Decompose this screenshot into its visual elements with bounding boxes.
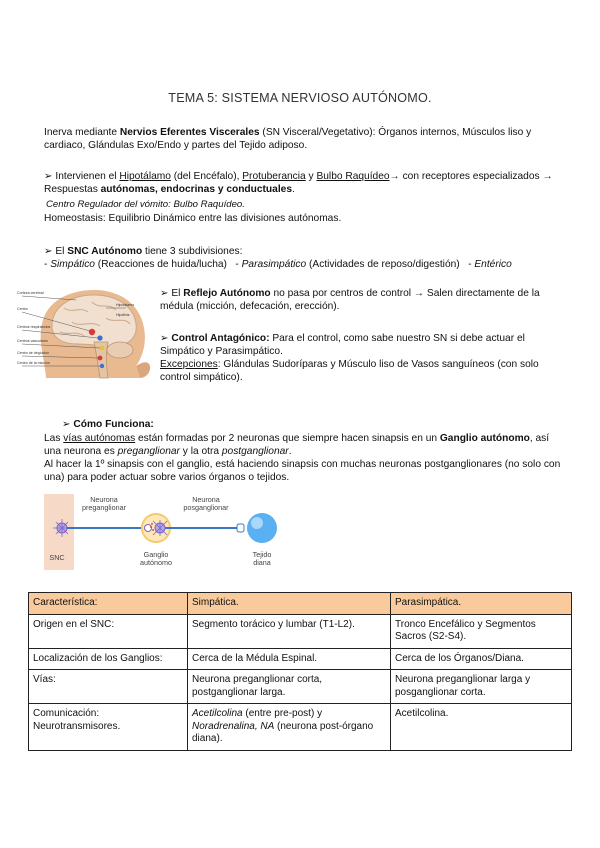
table-row [29, 648, 572, 670]
brain-label: Centros vasculares [17, 339, 48, 343]
table-cell: Acetilcolina. [391, 704, 572, 751]
brain-label: Centro de la micción [17, 361, 50, 365]
intro-paragraph: Inerva mediante Nervios Eferentes Viscerales (SN Visceral/Vegetativo): Órganos internos, Músculos liso y cardiaco, Glándulas Exo/Endo y partes del Tejido adiposo. [44, 127, 532, 151]
tissue-label: diana [253, 558, 271, 567]
table-cell: Neurona preganglionar larga y posganglionar corta. [391, 670, 572, 704]
table-header-cell: Característica: [29, 593, 188, 615]
table-header-cell: Parasimpática. [391, 593, 572, 615]
ganglion-label: Ganglio [143, 550, 169, 559]
section-structures: ➢ Intervienen el Hipotálamo (del Encéfalo), Protuberancia y Bulbo Raquídeo→ con receptores especializados → Respuestas autónomas, endocrinas y conductuales. [44, 171, 553, 195]
autonomic-ganglion [142, 514, 240, 542]
brain-label: Centro [17, 307, 28, 311]
page-title: TEMA 5: SISTEMA NERVIOSO AUTÓNOMO. [168, 91, 432, 105]
bullet-arrow-icon: ➢ [44, 171, 53, 182]
vomit-center-note: Centro Regulador del vómito: Bulbo Raquídeo. [46, 199, 245, 210]
brain-label: Hipotálamo [116, 303, 135, 307]
table-cell: Localización de los Ganglios: [29, 648, 188, 670]
table-cell: Vías: [29, 670, 188, 704]
brain-label: Centros respiratorios [17, 325, 51, 329]
ganglion-label: autónomo [140, 558, 172, 567]
snc-autonomo-line: ➢ El SNC Autónomo tiene 3 subdivisiones: [44, 246, 243, 257]
preganglionic-label: preganglionar [82, 503, 126, 512]
brain-illustration [16, 286, 154, 379]
homeostasis-line: Homeostasis: Equilibrio Dinámico entre las divisiones autónomas. [44, 213, 342, 224]
postganglionic-label: Neurona [192, 495, 220, 504]
target-tissue [237, 513, 277, 543]
tissue-label: Tejido [252, 550, 272, 559]
table-row [29, 704, 572, 751]
brain-label: Corteza cerebral [17, 291, 44, 295]
table-cell: Segmento torácico y lumbar (T1-L2). [188, 614, 391, 648]
table-header-cell: Simpática. [188, 593, 391, 615]
bullet-arrow-icon: ➢ [44, 246, 53, 257]
table-header-row [29, 593, 572, 615]
preganglionic-label: Neurona [90, 495, 118, 504]
table-cell: Acetilcolina (entre pre-post) y Noradrenalina, NA (neurona post-órgano diana). [188, 704, 391, 751]
snc-label: SNC [49, 553, 65, 562]
control-paragraph: ➢ Control Antagónico: Para el control, como sabe nuestro SN si debe actuar el Simpático y Parasimpático. Excepciones: Glándulas Sudoríparas y Músculo liso de Vasos sanguíneos (con solo control simpático). [160, 333, 539, 383]
table-cell: Origen en el SNC: [29, 614, 188, 648]
table-cell: Cerca de los Órganos/Diana. [391, 648, 572, 670]
table-cell: Tronco Encefálico y Segmentos Sacros (S2-S4). [391, 614, 572, 648]
brain-label: Hipófisis [116, 313, 130, 317]
table-cell: Cerca de la Médula Espinal. [188, 648, 391, 670]
bullet-arrow-icon: ➢ [62, 419, 71, 430]
table-cell: Comunicación: Neurotransmisores. [29, 704, 188, 751]
table-row [29, 614, 572, 648]
postganglionic-label: posganglionar [183, 503, 229, 512]
bullet-arrow-icon: ➢ [160, 333, 169, 344]
como-funciona-heading: ➢ Cómo Funciona: [62, 419, 154, 430]
reflejo-paragraph: ➢ El Reflejo Autónomo no pasa por centros de control → Salen directamente de la médula (micción, defecación, erección). [160, 288, 540, 312]
comparison-table [28, 592, 572, 751]
neuron-pathway-diagram [44, 494, 294, 570]
bullet-arrow-icon: ➢ [160, 288, 169, 299]
table-cell: Neurona preganglionar corta, postganglionar larga. [188, 670, 391, 704]
table-row [29, 670, 572, 704]
brain-label: Centro de deglución [17, 351, 50, 355]
como-funciona-paragraph: Las vías autónomas están formadas por 2 neuronas que siempre hacen sinapsis en un Ganglio autónomo, así una neurona es preganglionar y la otra postganglionar. Al hacer la 1º sinapsis con el ganglio, está haciendo sinapsis con muchas neuronas postganglionares (no solo con una) para poder actuar sobre varios órganos o tejidos. [44, 433, 561, 483]
subdivisions-line: - Simpático (Reacciones de huida/lucha) - Parasimpático (Actividades de reposo/digestión) - Entérico [44, 259, 512, 270]
